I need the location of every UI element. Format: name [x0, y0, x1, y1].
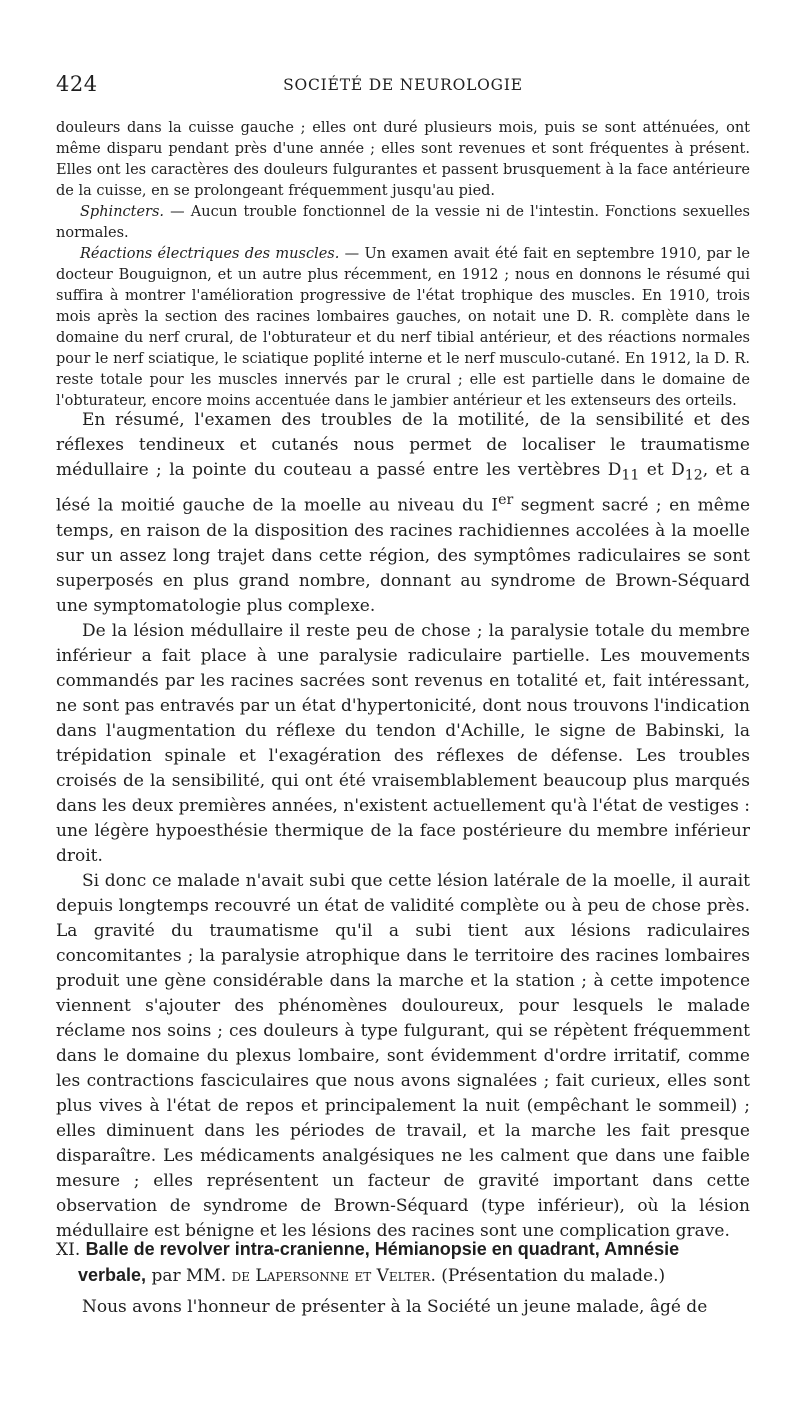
subscript-d12: 12	[684, 467, 703, 484]
page-number: 424	[56, 72, 98, 96]
notes-paragraph-electrical	[56, 244, 750, 412]
paragraph-gravity: Si donc ce malade n'avait subi que cette lésion latérale de la moelle, il aurait depuis longtemps recouvré un état de validité complète ou à peu de chose près. La gravité du traumatisme qu'il a subi tient aux lésions radiculaires concomitantes ; la paralysie atrophique dans le territoire des racines lombaires produit une gène considérable dans la marche et la station ; à cette impotence viennent s'ajouter des phénomènes douloureux, pour lesquels le malade réclame nos soins ; ces douleurs à type fulgurant, qui se répètent fréquemment dans le domaine du plexus lombaire, sont évidemment d'ordre irritatif, comme les contractions fasciculaires que nous avons signalées ; fait curieux, elles sont plus vives à l'état de repos et principalement la nuit (empêchant le sommeil) ; elles diminuent dans les périodes de travail, et la marche les fait presque disparaître. Les médicaments analgésiques ne les calment que dans une faible mesure ; elles représentent un facteur de gravité important dans cette observation de syndrome de Brown-Séquard (type inférieur), où la lésion médullaire est bénigne et les lésions des racines sont une complication grave.	[56, 871, 750, 1242]
presentation-note: . (Présentation du malade.)	[430, 1266, 666, 1286]
summary-text-d: segment sacré ; en même temps, en raison de la disposition des racines rachidiennes accolées à la moelle sur un assez long trajet dans cette région, des symptômes radiculaires se sont superposés en plus grand nombre, donnant au syndrome de Brown-Séquard une symptomatologie plus complexe.	[56, 496, 751, 617]
paragraph-summary	[56, 408, 750, 619]
running-head: SOCIÉTÉ DE NEUROLOGIE	[283, 76, 523, 94]
section-authors: de Lapersonne et Velter	[231, 1266, 431, 1286]
notes-paragraph-sphincters	[56, 202, 750, 244]
opening-paragraph: Nous avons l'honneur de présenter à la Société un jeune malade, âgé de	[82, 1297, 708, 1317]
notes-label-sphincters: Sphincters.	[80, 204, 165, 220]
section-number: XI.	[56, 1240, 81, 1260]
byline-prefix: par MM.	[146, 1266, 232, 1286]
case-notes-small-print	[56, 118, 750, 412]
paragraph-lesion: De la lésion médullaire il reste peu de chose ; la paralysie totale du membre inférieur a fait place à une paralysie radiculaire partielle. Les mouvements commandés par les racines sacrées sont revenus en totalité et, fait intéressant, ne sont pas entravés par un état d'hypertonicité, dont nous trouvons l'indication dans l'augmentation du réflexe du tendon d'Achille, le signe de Babinski, la trépidation spinale et l'exagération des réflexes de défense. Les troubles croisés de la sensibilité, qui ont été vraisemblablement beaucoup plus marqués dans les deux premières années, n'existent actuellement qu'à l'état de vestiges : une légère hypoesthésie thermique de la face postérieure du membre inférieur droit.	[56, 621, 750, 867]
summary-text-c: , et a lésé la moitié gauche de la moelle au niveau du I	[56, 460, 750, 517]
section-title-block	[56, 1237, 750, 1289]
page-header	[56, 70, 750, 104]
section-opening	[56, 1295, 750, 1320]
summary-text-b: et D	[639, 460, 685, 480]
notes-text-sphincters: — Aucun trouble fonctionnel de la vessie ni de l'intestin. Fonctions sexuelles normales.	[56, 204, 750, 241]
notes-paragraph-pain: douleurs dans la cuisse gauche ; elles ont duré plusieurs mois, puis se sont atténuées, ont même disparu pendant près d'une année ; elles sont revenues et sont fréquentes à présent. Elles ont les caractères des douleurs fulgurantes et passent brusquement à la face antérieure de la cuisse, en se prolongeant fréquemment jusqu'au pied.	[56, 120, 750, 199]
main-text	[56, 408, 750, 1244]
summary-text-a: En résumé, l'examen des troubles de la motilité, de la sensibilité et des réflexes tendineux et cutanés nous permet de localiser le traumatisme médullaire ; la pointe du couteau a passé entre les vertèbres D	[56, 410, 750, 480]
section-title: Balle de revolver intra-cranienne, Hémianopsie en quadrant, Amnésie verbale,	[78, 1239, 680, 1285]
notes-label-electrical: Réactions électriques des muscles.	[80, 246, 340, 262]
superscript-er: er	[498, 492, 514, 509]
section-heading	[56, 1237, 750, 1289]
subscript-d11: 11	[621, 467, 640, 484]
notes-text-electrical: — Un examen avait été fait en septembre 1910, par le docteur Bouguignon, et un autre plus récemment, en 1912 ; nous en donnons le résumé qui suffira à montrer l'amélioration progressive de l'état trophique des muscles. En 1910, trois mois après la section des racines lombaires gauches, on notait une D. R. complète dans le domaine du nerf crural, de l'obturateur et du nerf tibial antérieur, et des réactions normales pour le nerf sciatique, le sciatique poplité interne et le nerf musculo-cutané. En 1912, la D. R. reste totale pour les muscles innervés par le crural ; elle est partielle dans le domaine de l'obturateur, encore moins accentuée dans le jambier antérieur et les extenseurs des orteils.	[56, 246, 750, 409]
